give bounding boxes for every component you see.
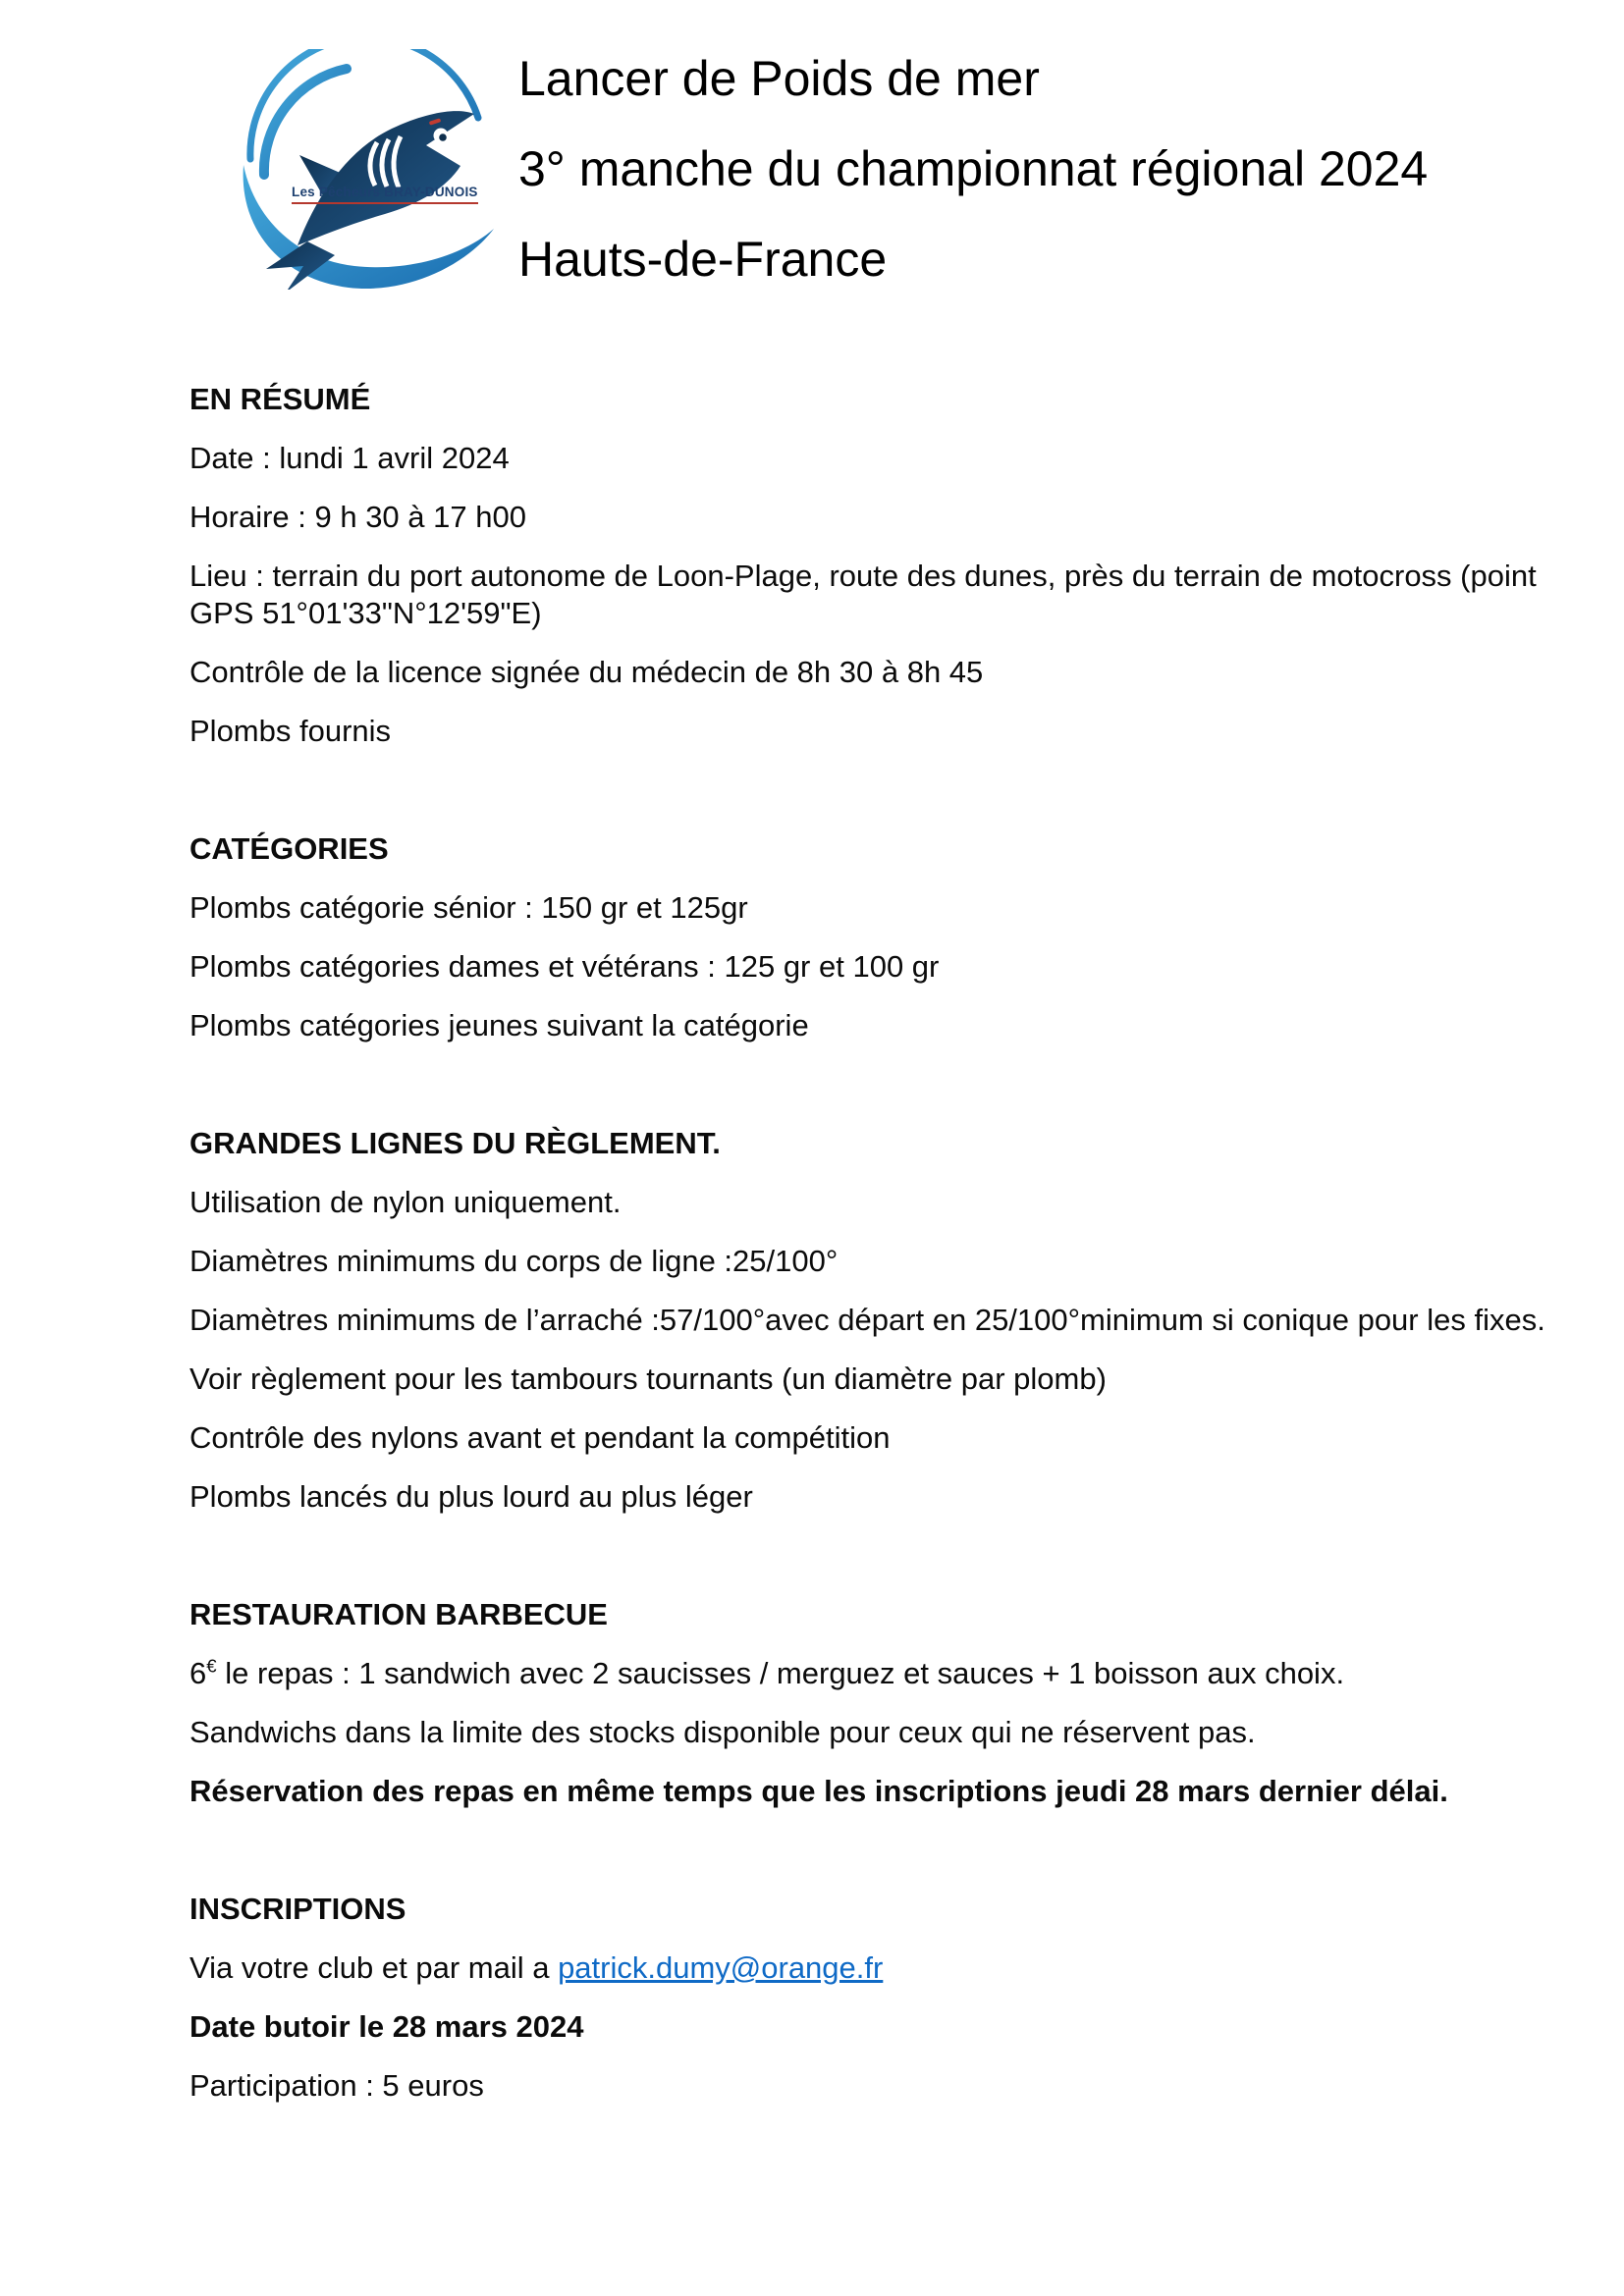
registration-deadline: Date butoir le 28 mars 2024 (189, 2009, 584, 2044)
rules-line-1: Utilisation de nylon uniquement. (189, 1185, 622, 1219)
location-line-1: Lieu : terrain du port autonome de Loon-Plage, route des dunes, près du terrain de motocross (point (189, 559, 1537, 593)
summary-date: Date : lundi 1 avril 2024 (189, 441, 510, 475)
rules-line-6: Plombs lancés du plus lourd au plus léger (189, 1479, 753, 1514)
rules-line-4: Voir règlement pour les tambours tournants (un diamètre par plomb) (189, 1362, 1107, 1396)
document-header (189, 0, 1567, 300)
rules-line-5: Contrôle des nylons avant et pendant la compétition (189, 1420, 891, 1455)
section-heading-categories: CATÉGORIES (189, 831, 389, 866)
document-title (518, 33, 1428, 304)
registration-via (189, 1949, 1567, 1987)
document-body (189, 381, 1567, 2105)
club-name: Les Pêcheurs BRAY-DUNOIS (292, 185, 478, 204)
section-heading-food: RESTAURATION BARBECUE (189, 1597, 608, 1631)
title-line-1: Lancer de Poids de mer (518, 51, 1040, 106)
registration-fee: Participation : 5 euros (189, 2068, 484, 2103)
summary-location (189, 558, 1567, 632)
section-heading-registration: INSCRIPTIONS (189, 1892, 406, 1926)
fish-icon (231, 49, 511, 290)
food-reservation: Réservation des repas en même temps que les inscriptions jeudi 28 mars dernier délai. (189, 1774, 1448, 1808)
location-line-2: GPS 51°01'33"N°12'59"E) (189, 596, 542, 630)
categories-senior: Plombs catégorie sénior : 150 gr et 125gr (189, 890, 748, 925)
rules-line-2: Diamètres minimums du corps de ligne :25/100° (189, 1244, 839, 1278)
rules-line-3: Diamètres minimums de l’arraché :57/100°avec départ en 25/100°minimum si conique pour les fixes. (189, 1303, 1545, 1337)
summary-sinkers: Plombs fournis (189, 714, 392, 748)
food-stock: Sandwichs dans la limite des stocks disponible pour ceux qui ne réservent pas. (189, 1715, 1256, 1749)
title-line-3: Hauts-de-France (518, 232, 888, 287)
fish-pupil (439, 133, 447, 141)
email-link[interactable]: patrick.dumy@orange.fr (558, 1950, 884, 1985)
title-line-2: 3° manche du championnat régional 2024 (518, 141, 1429, 196)
registration-via-prefix: Via votre club et par mail a (189, 1950, 559, 1985)
section-heading-rules: GRANDES LIGNES DU RÈGLEMENT. (189, 1126, 721, 1160)
price-number: 6 (189, 1656, 207, 1690)
categories-jeunes: Plombs catégories jeunes suivant la catégorie (189, 1008, 809, 1042)
summary-license-check: Contrôle de la licence signée du médecin de 8h 30 à 8h 45 (189, 655, 984, 689)
summary-schedule: Horaire : 9 h 30 à 17 h00 (189, 500, 526, 534)
price-description: le repas : 1 sandwich avec 2 saucisses / merguez et sauces + 1 boisson aux choix. (216, 1656, 1345, 1690)
categories-dames-veterans: Plombs catégories dames et vétérans : 125 gr et 100 gr (189, 949, 940, 984)
section-heading-summary: EN RÉSUMÉ (189, 382, 371, 416)
food-price (189, 1655, 1567, 1692)
euro-sign: € (206, 1655, 217, 1677)
club-logo (231, 49, 511, 290)
